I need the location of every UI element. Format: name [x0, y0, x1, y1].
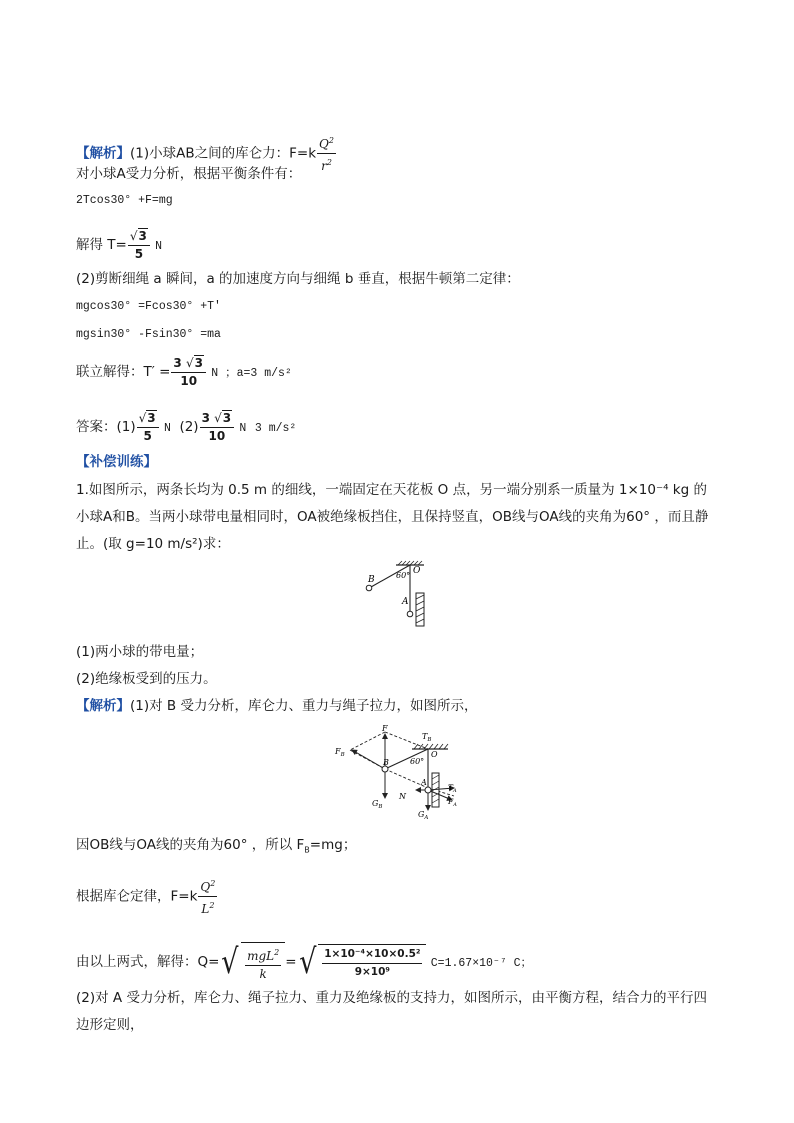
figure2-label-fa: $F_A$: [448, 797, 457, 808]
figure2-diagram: [330, 722, 470, 822]
sqrt-numeric: √ $\frac{\text{1×10⁻⁴×10×0.5²}}{\text{9×10⁹}}$: [297, 944, 427, 980]
figure2-label-angle: 60°: [410, 757, 425, 766]
figure2-label-b: B: [383, 758, 389, 767]
practice-tag: 【补偿训练】: [76, 454, 157, 470]
solution1-line6: mgcos30° =Fcos30° +T′: [76, 300, 221, 313]
figure2-label-fb: $F_B$: [335, 747, 345, 758]
solution2-line3: 根据库仑定律，F=k $\frac{Q^2}{L^2}$: [76, 876, 218, 917]
solution2-line1: 【解析】(1)对 B 受力分析，库仑力、重力与绳子拉力，如图所示，: [76, 698, 478, 714]
question2: (2)绝缘板受到的压力。: [76, 671, 217, 687]
solution1-line4: 解得 T= $\frac{√3}{5}$ N: [76, 229, 163, 261]
solution1-line8: 联立解得：T′ = $\frac{3 √3}{10}$ N ；a=3 m/s²: [76, 356, 292, 388]
practice-problem: 1.如图所示，两条长均为 0.5 m 的细线，一端固定在天花板 O 点，另一端分别系一质量为 1×10⁻⁴ kg 的小球A和B。当两小球带电量相同时，OA被绝缘板挡住，且保持竖直，OB线与OA线的夹角为60° ，而且静止。(取 g=10 m/s²)求：: [76, 482, 709, 552]
figure1-label-angle: 60°: [396, 571, 411, 580]
analysis-tag: 【解析】: [76, 145, 130, 162]
coulomb-force-text: (1)小球AB之间的库仑力：F=k: [130, 145, 317, 162]
figure2-label-a: A: [421, 778, 427, 787]
solution1-line7: mgsin30° -Fsin30° =ma: [76, 328, 221, 341]
solution2-line4: 由以上两式，解得：Q= √ $\frac{mgL^2}{k}$ = √ $\frac{\text{1×10⁻⁴×10×0.5²}}{\text{9×10⁹}}$ C=1.67×10⁻⁷ C；: [76, 942, 533, 982]
fraction-q2-r2: $\frac{Q^2}{r^2}$: [317, 133, 336, 174]
figure2-label-o: O: [431, 750, 438, 759]
fraction-q2-l2: $\frac{Q^2}{L^2}$: [198, 876, 217, 917]
fraction-sqrt3-5: $\frac{√3}{5}$: [128, 228, 150, 262]
figure2-label-ta: $T_A$: [448, 783, 457, 794]
figure1-diagram: [360, 560, 436, 630]
figure2-label-gb: $G_B$: [372, 799, 383, 810]
figure1-label-o: O: [413, 566, 421, 576]
solution1-line3: 2Tcos30° +F=mg: [76, 194, 173, 207]
question1: (1)两小球的带电量；: [76, 644, 204, 660]
figure2-label-n: N: [399, 792, 406, 801]
solution1-line5: (2)剪断细绳 a 瞬间，a 的加速度方向与细绳 b 垂直，根据牛顿第二定律：: [76, 271, 520, 287]
sqrt-mgl2-k: √ $\frac{mgL^2}{k}$: [219, 942, 285, 982]
figure1-label-a: A: [402, 597, 409, 607]
solution1-line2: 对小球A受力分析，根据平衡条件有：: [76, 166, 302, 182]
solution2-line5: (2)对 A 受力分析，库仑力、绳子拉力、重力及绝缘板的支持力，如图所示，由平衡方程，结合力的平行四边形定则，: [76, 990, 707, 1033]
solution2-line2: 因OB线与OA线的夹角为60° ，所以 $F_B=mg$；: [76, 837, 357, 855]
figure1-label-b: B: [368, 575, 375, 585]
answer2-fraction: $\frac{3 √3}{10}$: [200, 410, 235, 444]
fraction-3sqrt3-10: $\frac{3 √3}{10}$: [171, 355, 206, 389]
answer-line: 答案：(1) $\frac{√3}{5}$ N (2) $\frac{3 √3}{10}$ N 3 m/s²: [76, 411, 297, 443]
answer1-fraction: $\frac{√3}{5}$: [137, 410, 159, 444]
figure2-label-tb: $T_B$: [422, 732, 432, 743]
figure2-label-f: F: [382, 724, 388, 733]
figure2-label-ga: $G_A$: [418, 810, 429, 821]
